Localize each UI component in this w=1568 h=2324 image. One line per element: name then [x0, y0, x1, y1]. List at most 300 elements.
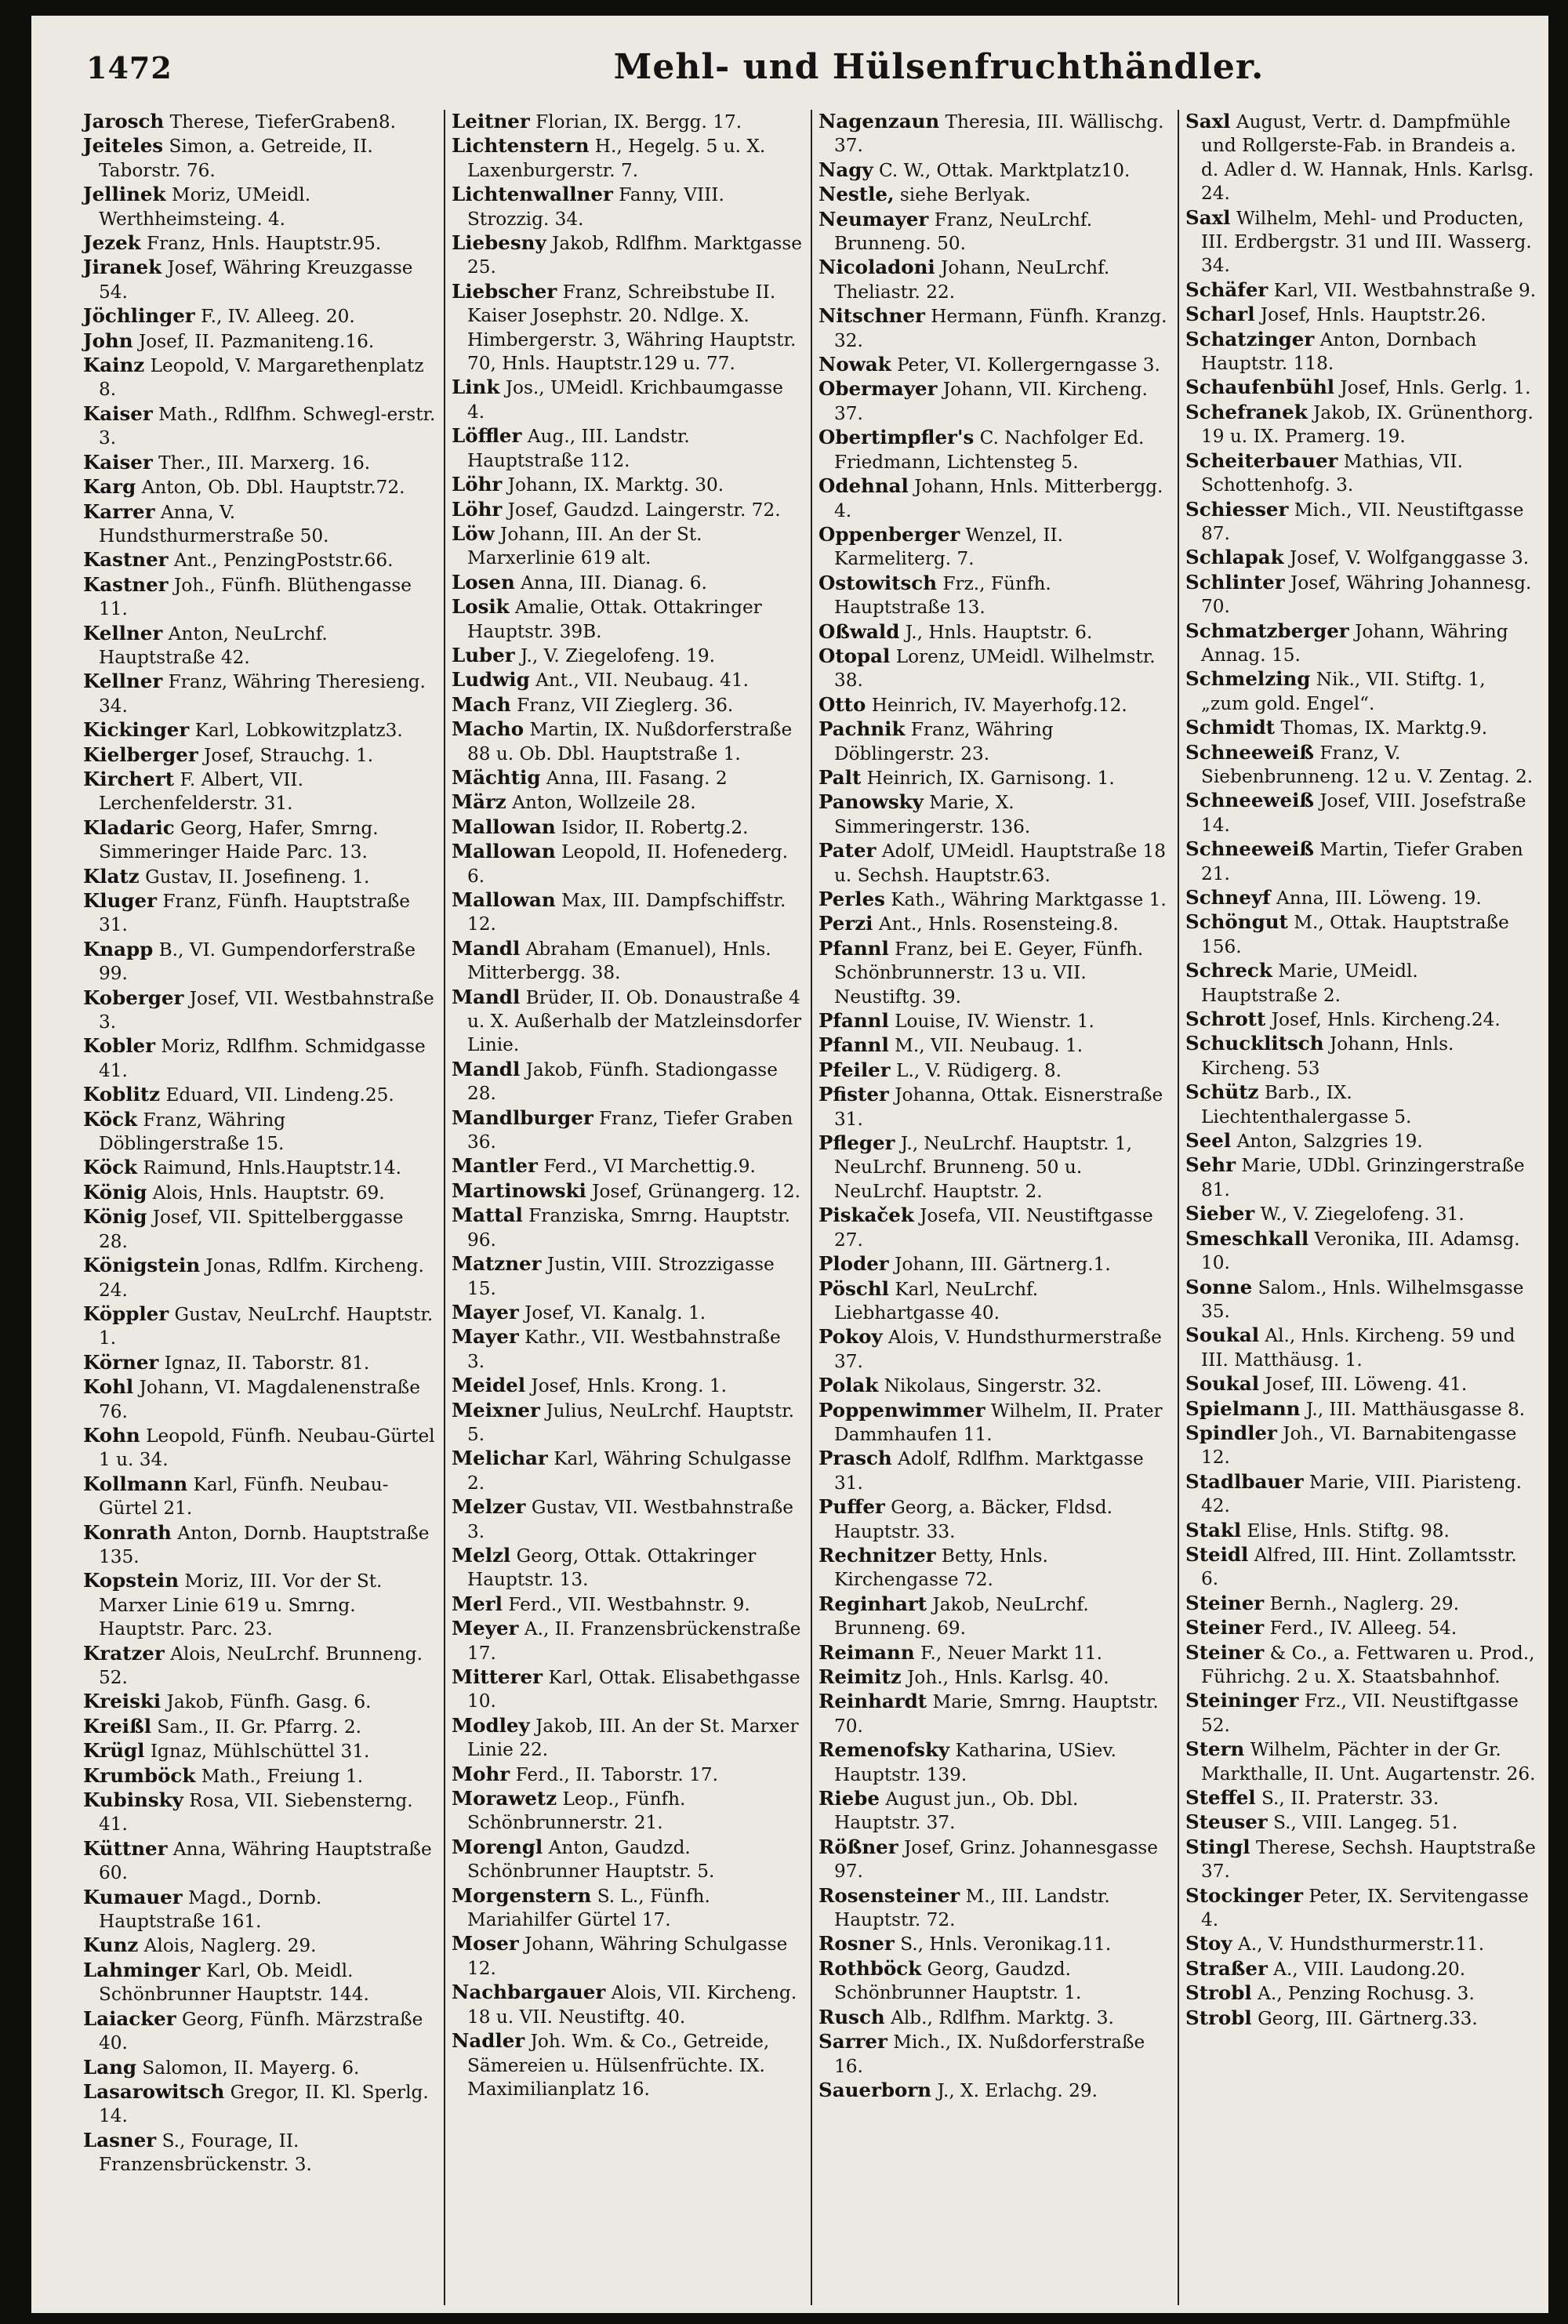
directory-entry [83, 500, 436, 549]
directory-entry [452, 2029, 803, 2101]
directory-entry [452, 1592, 803, 1617]
directory-entry [452, 1325, 803, 1374]
entry-name: Macho [452, 717, 524, 741]
entry-details: Moriz, III. Vor der St. Marxer Linie 619 u. Smrng. Hauptstr. Parc. 23. [99, 1571, 383, 1640]
entry-name: Perzi [818, 912, 873, 935]
entry-name: Mandlburger [452, 1106, 593, 1129]
directory-entry [1185, 546, 1537, 570]
directory-entry [1185, 328, 1537, 376]
entry-name: Pachnik [818, 717, 906, 741]
entry-details: Isidor, II. Robertg.2. [561, 816, 749, 838]
entry-name: Kickinger [83, 718, 190, 742]
entry-details: Anton, Dornbach Hauptstr. 118. [1201, 329, 1477, 375]
entry-details: J., Hnls. Hauptstr. 6. [905, 621, 1093, 643]
entry-name: Schreck [1185, 959, 1272, 982]
directory-entry [452, 1204, 803, 1252]
entry-name: Liebesny [452, 231, 546, 255]
entry-details: Anna, III. Löweng. 19. [1276, 888, 1482, 909]
directory-entry [818, 1592, 1170, 1641]
entry-name: Stakl [1185, 1518, 1242, 1541]
directory-entry [1185, 1397, 1537, 1422]
entry-name: Stoy [1185, 1932, 1232, 1955]
entry-name: Pokoy [818, 1325, 883, 1349]
directory-entry [452, 473, 803, 497]
entry-details: Jakob, Rdlfhm. Marktgasse 25. [467, 233, 802, 278]
entry-details: Simon, a. Getreide, II. Taborstr. 76. [99, 136, 373, 181]
entry-details: Leopold, V. Margarethenplatz 8. [99, 355, 424, 401]
entry-name: Löffler [452, 424, 522, 448]
entry-details: Ignaz, II. Taborstr. 81. [164, 1352, 370, 1374]
entry-name: Löhr [452, 473, 503, 496]
directory-entry [452, 1981, 803, 2029]
entry-name: Morawetz [452, 1787, 557, 1810]
entry-name: Pfannl [818, 1033, 889, 1057]
entry-details: Josef, Hnls. Kircheng.24. [1271, 1009, 1501, 1031]
entry-name: Mallowan [452, 888, 556, 911]
directory-entry [818, 1690, 1170, 1738]
directory-entry [452, 815, 803, 840]
entry-details: J., V. Ziegelofeng. 19. [521, 645, 715, 666]
entry-name: Mattal [452, 1204, 523, 1227]
directory-entry [83, 1083, 436, 1107]
entry-details: Josef, VII. Spittelberggasse 28. [99, 1207, 404, 1252]
directory-entry [818, 256, 1170, 304]
directory-entry [818, 1374, 1170, 1398]
entry-details: Leop., Fünfh. Schönbrunnerstr. 21. [467, 1788, 686, 1834]
entry-details: Louise, IV. Wienstr. 1. [895, 1011, 1094, 1033]
entry-name: Lasner [83, 2128, 157, 2152]
entry-name: Steininger [1185, 1689, 1299, 1712]
entry-details: Karl, VII. Westbahnstraße 9. [1273, 279, 1537, 301]
entry-name: Moser [452, 1932, 519, 1955]
entry-name: Nadler [452, 2029, 525, 2053]
entry-details: Marie, Smrng. Hauptstr. 70. [834, 1691, 1159, 1737]
entry-name: Strobl [1185, 1981, 1252, 2005]
entry-details: Anton, Salzgries 19. [1236, 1131, 1423, 1153]
entry-name: Strobl [1185, 2006, 1252, 2029]
directory-entry [83, 2056, 436, 2080]
directory-entry [818, 1204, 1170, 1252]
entry-details: Georg, a. Bäcker, Fldsd. Hauptstr. 33. [834, 1497, 1113, 1542]
entry-name: Löhr [452, 497, 503, 521]
entry-details: Salom., Hnls. Wilhelmsgasse 35. [1201, 1276, 1524, 1322]
entry-name: Matzner [452, 1252, 542, 1276]
directory-entry [818, 620, 1170, 645]
directory-entry [452, 1447, 803, 1495]
entry-details: Al., Hnls. Kircheng. 59 und III. Matthäusg. 1. [1201, 1325, 1515, 1371]
directory-entry [83, 231, 436, 256]
entry-details: Ignaz, Mühlschüttel 31. [150, 1741, 370, 1763]
directory-entry [83, 548, 436, 572]
entry-details: Martin, Tiefer Graben 21. [1201, 839, 1523, 884]
entry-details: Franz, V. Siebenbrunneng. 12 u. V. Zentag. 2. [1201, 742, 1534, 787]
entry-name: Kirchert [83, 767, 175, 790]
directory-entry [818, 693, 1170, 717]
directory-entry [452, 937, 803, 986]
entry-details: Magd., Dornb. Hauptstraße 161. [99, 1886, 322, 1933]
directory-entry [83, 816, 436, 865]
entry-details: Wilhelm, Pächter in der Gr. Markthalle, II. Unt. Augartenstr. 26. [1201, 1739, 1536, 1785]
directory-entry [452, 668, 803, 692]
directory-entry [818, 377, 1170, 426]
entry-details: Josef, VII. Westbahnstraße 3. [99, 987, 434, 1033]
entry-details: Josef, III. Löweng. 41. [1265, 1374, 1468, 1396]
directory-entry [452, 717, 803, 766]
directory-entry [83, 1156, 436, 1180]
entry-name: Jeiteles [83, 134, 164, 158]
directory-entry [1185, 449, 1537, 498]
directory-entry [1185, 789, 1537, 837]
page-number: 1472 [86, 50, 172, 85]
entry-name: Mantler [452, 1154, 538, 1178]
entry-details: Josef, Hnls. Hauptstr.26. [1260, 304, 1486, 326]
entry-details: M., VII. Neubaug. 1. [895, 1035, 1083, 1057]
entry-name: Steidl [1185, 1542, 1249, 1566]
entry-name: Kladaric [83, 815, 175, 839]
directory-entry [452, 766, 803, 790]
directory-entry [1185, 1543, 1537, 1592]
directory-entry [83, 938, 436, 986]
directory-entry [818, 717, 1170, 766]
entry-details: Marie, X. Simmeringerstr. 136. [834, 792, 1031, 837]
directory-entry [1185, 206, 1537, 278]
entry-details: Ther., III. Marxerg. 16. [158, 452, 371, 474]
entry-name: Krügl [83, 1739, 145, 1763]
entry-name: Liebscher [452, 279, 557, 303]
directory-entry [83, 1521, 436, 1570]
entry-name: Mandl [452, 936, 521, 960]
entry-details: Karl, NeuLrchf. Liebhartgasse 40. [834, 1278, 1039, 1324]
directory-entry [1185, 1884, 1537, 1933]
entry-name: Kreiski [83, 1690, 162, 1713]
directory-entry [452, 1544, 803, 1592]
entry-name: Nowak [818, 353, 891, 376]
directory-entry [818, 1399, 1170, 1447]
directory-entry [83, 451, 436, 475]
directory-entry [452, 986, 803, 1058]
directory-entry [1185, 667, 1537, 716]
entry-name: Schefranek [1185, 400, 1308, 423]
entry-details: Josef, Hnls. Gerlg. 1. [1340, 377, 1531, 399]
directory-entry [83, 573, 436, 622]
entry-details: Georg, Gaudzd. Schönbrunner Hauptstr. 1. [834, 1958, 1082, 2004]
directory-entry [83, 1788, 436, 1837]
entry-details: Anna, III. Dianag. 6. [521, 572, 707, 594]
entry-details: Karl, Ob. Meidl. Schönbrunner Hauptstr. 144. [99, 1959, 369, 2006]
directory-entry [1185, 1932, 1537, 1956]
entry-details: Jakob, Fünfh. Gasg. 6. [166, 1691, 372, 1713]
entry-details: Alois, Hnls. Hauptstr. 69. [152, 1182, 385, 1204]
directory-entry [818, 1884, 1170, 1933]
entry-details: Johanna, Ottak. Eisnerstraße 31. [834, 1084, 1163, 1130]
entry-details: Alois, NeuLrchf. Brunneng. 52. [99, 1643, 423, 1688]
entry-name: Koblitz [83, 1083, 161, 1106]
entry-name: Nagy [818, 158, 873, 181]
directory-entry [83, 1375, 436, 1424]
directory-entry [1185, 1616, 1537, 1640]
entry-name: Steffel [1185, 1786, 1256, 1810]
entry-details: Johann, VII. Kircheng. 37. [834, 379, 1148, 424]
directory-entry [1185, 1227, 1537, 1276]
entry-name: Sehr [1185, 1153, 1236, 1177]
entry-name: Löw [452, 521, 495, 545]
directory-entry [452, 183, 803, 231]
entry-name: Mandl [452, 1057, 521, 1080]
entry-details: Adolf, Rdlfhm. Marktgasse 31. [834, 1448, 1144, 1494]
entry-details: S., Hnls. Veronikag.11. [900, 1934, 1112, 1955]
entry-name: Sonne [1185, 1275, 1253, 1298]
entry-details: Florian, IX. Bergg. 17. [535, 111, 742, 133]
directory-entry [452, 1399, 803, 1447]
entry-name: Jarosch [83, 110, 165, 133]
directory-entry [818, 2079, 1170, 2103]
directory-entry [1185, 401, 1537, 449]
entry-name: Soukal [1185, 1324, 1260, 1347]
directory-entry [452, 1301, 803, 1325]
entry-details: Georg, Ottak. Ottakringer Hauptstr. 13. [467, 1545, 757, 1591]
directory-entry [452, 1932, 803, 1981]
directory-entry [452, 424, 803, 473]
entry-name: Kastner [83, 548, 169, 572]
entry-name: Rosensteiner [818, 1883, 960, 1907]
entry-details: Franz, Tiefer Graben 36. [467, 1107, 793, 1153]
entry-name: Scharl [1185, 303, 1255, 326]
entry-name: Melzl [452, 1543, 511, 1567]
entry-name: Smeschkall [1185, 1226, 1309, 1250]
entry-name: Kollmann [83, 1472, 188, 1495]
entry-name: Knapp [83, 937, 154, 960]
directory-entry [818, 790, 1170, 839]
entry-name: Leitner [452, 110, 530, 133]
entry-name: Kainz [83, 354, 145, 377]
entry-details: Josef, Hnls. Krong. 1. [531, 1375, 728, 1397]
entry-name: König [83, 1180, 147, 1204]
directory-entry [818, 1277, 1170, 1326]
directory-entry [452, 888, 803, 937]
entry-details: Aug., III. Landstr. Hauptstraße 112. [467, 426, 690, 471]
entry-details: Gustav, NeuLrchf. Hauptstr. 1. [99, 1303, 434, 1349]
entry-details: Kathr., VII. Westbahnstraße 3. [467, 1327, 781, 1372]
entry-name: Ostowitsch [818, 571, 938, 594]
directory-entry [1185, 1738, 1537, 1786]
directory-entry [1185, 2006, 1537, 2031]
entry-details: Lorenz, UMeidl. Wilhelmstr. 38. [834, 645, 1156, 692]
entry-name: Pfannl [818, 936, 889, 960]
entry-name: Kielberger [83, 743, 198, 766]
directory-entry [83, 2080, 436, 2129]
directory-entry [83, 1181, 436, 1205]
entry-details: Joh. Wm. & Co., Getreide, Sämereien u. Hülsenfrüchte. IX. Maximilianplatz 16. [467, 2031, 770, 2100]
entry-details: Ferd., IV. Alleeg. 54. [1269, 1618, 1457, 1640]
entry-name: Melichar [452, 1447, 548, 1470]
entry-details: Johann, Hnls. Mitterbergg. 4. [834, 476, 1163, 521]
entry-name: Schmatzberger [1185, 619, 1349, 642]
entry-name: Schneeweiß [1185, 837, 1315, 861]
entry-details: Alois, VII. Kircheng. 18 u. VII. Neustiftg. 40. [467, 1982, 797, 2028]
directory-entry [83, 1715, 436, 1739]
directory-entry [452, 1884, 803, 1933]
entry-name: Kumauer [83, 1885, 183, 1908]
directory-entry [452, 110, 803, 134]
entry-details: Georg, III. Gärtnerg.33. [1258, 2007, 1478, 2029]
directory-entry [83, 1642, 436, 1690]
entry-details: Heinrich, IV. Mayerhofg.12. [871, 694, 1127, 716]
directory-entry [1185, 1324, 1537, 1372]
entry-details: Salomon, II. Mayerg. 6. [142, 2057, 360, 2079]
entry-details: C. W., Ottak. Marktplatz10. [879, 159, 1131, 181]
entry-details: Johann, NeuLrchf. Theliastr. 22. [834, 257, 1110, 303]
entry-details: Marie, UDbl. Grinzingerstraße 81. [1201, 1155, 1525, 1200]
entry-details: Joh., Hnls. Karlsg. 40. [907, 1667, 1109, 1688]
directory-entry [1185, 1641, 1537, 1690]
entry-name: Odehnal [818, 474, 909, 498]
entry-details: Amalie, Ottak. Ottakringer Hauptstr. 39B. [467, 597, 762, 642]
entry-details: Georg, Fünfh. Märzstraße 40. [99, 2008, 423, 2054]
entry-name: Kellner [83, 670, 163, 693]
entry-details: Jos., UMeidl. Krichbaumgasse 4. [467, 377, 783, 423]
directory-entry [452, 1714, 803, 1763]
directory-entry [1185, 910, 1537, 959]
entry-details: Johann, VI. Magdalenenstraße 76. [99, 1377, 421, 1422]
entry-details: Josefa, VII. Neustiftgasse 27. [834, 1205, 1153, 1251]
directory-entry [83, 1886, 436, 1934]
entry-name: Königstein [83, 1254, 201, 1277]
entry-details: M., III. Landstr. Hauptstr. 72. [834, 1885, 1110, 1931]
entry-details: Kath., Währing Marktgasse 1. [891, 889, 1167, 910]
entry-name: Lahminger [83, 1958, 201, 1981]
entry-details: A., V. Hundsthurmerstr.11. [1237, 1934, 1485, 1955]
directory-entry [452, 790, 803, 815]
entry-name: Seel [1185, 1129, 1232, 1153]
entry-details: Anton, Wollzeile 28. [512, 792, 696, 814]
entry-details: Elise, Hnls. Stiftg. 98. [1247, 1520, 1450, 1541]
entry-details: Sam., II. Gr. Pfarrg. 2. [157, 1716, 361, 1738]
directory-entry [1185, 110, 1537, 206]
directory-entry [1185, 1519, 1537, 1543]
entry-details: Ferd., VII. Westbahnstr. 9. [508, 1593, 750, 1615]
entry-details: Moriz, Rdlfhm. Schmidgasse 41. [99, 1036, 426, 1081]
entry-name: Schöngut [1185, 910, 1288, 934]
directory-entry [452, 1495, 803, 1544]
column-3 [811, 110, 1178, 2305]
entry-name: Neumayer [818, 207, 929, 231]
directory-entry [83, 1424, 436, 1472]
entry-details: Leopold, Fünfh. Neubau-Gürtel 1 u. 34. [99, 1425, 435, 1471]
entry-details: Franz, Schreibstube II. Kaiser Josephstr. 20. Ndlge. X. Himbergerstr. 3, Währing Hauptstr. 70, Hnls. Hauptstr.129 u. 77. [467, 281, 797, 375]
directory-entry [818, 1252, 1170, 1276]
entry-name: Kluger [83, 889, 158, 912]
directory-entry [818, 1738, 1170, 1787]
directory-entry [1185, 1153, 1537, 1202]
entry-details: Joh., Fünfh. Blüthengasse 11. [99, 574, 412, 620]
entry-name: Melzer [452, 1495, 526, 1519]
entry-name: Ludwig [452, 668, 530, 692]
entry-details: Therese, Sechsh. Hauptstraße 37. [1201, 1836, 1536, 1883]
directory-entry [1185, 716, 1537, 740]
entry-name: Spielmann [1185, 1396, 1301, 1420]
entry-name: Saxl [1185, 205, 1231, 229]
entry-name: Lichtenwallner [452, 183, 613, 206]
entry-details: Josef, VI. Kanalg. 1. [524, 1302, 706, 1324]
entry-name: Köck [83, 1156, 137, 1179]
entry-details: Anton, Gaudzd. Schönbrunner Hauptstr. 5. [467, 1836, 715, 1883]
entry-name: Schlinter [1185, 570, 1285, 594]
entry-name: Mohr [452, 1762, 510, 1785]
entry-details: Marie, UMeidl. Hauptstraße 2. [1201, 960, 1418, 1006]
directory-page [31, 16, 1548, 2313]
directory-columns [77, 110, 1544, 2305]
entry-name: Kreißl [83, 1714, 152, 1738]
entry-details: August jun., Ob. Dbl. Hauptstr. 37. [834, 1788, 1079, 1834]
entry-name: Kohn [83, 1423, 140, 1447]
directory-entry [83, 2129, 436, 2177]
entry-details: Alois, Naglerg. 29. [143, 1935, 317, 1957]
entry-name: Karg [83, 475, 136, 499]
directory-entry [818, 1544, 1170, 1592]
directory-entry [452, 522, 803, 571]
entry-name: Schmelzing [1185, 667, 1311, 691]
directory-entry [83, 475, 436, 499]
entry-details: Franz, Währing Theresieng. 34. [99, 671, 426, 717]
directory-entry [818, 912, 1170, 936]
entry-name: Meyer [452, 1617, 519, 1640]
entry-details: Franz, bei E. Geyer, Fünfh. Schönbrunnerstr. 13 u. VII. Neustiftg. 39. [834, 938, 1144, 1008]
entry-details: Gustav, VII. Westbahnstraße 3. [467, 1497, 793, 1542]
directory-entry [83, 1959, 436, 2007]
directory-entry [83, 2007, 436, 2056]
entry-details: Johann, III. Gärtnerg.1. [895, 1254, 1111, 1276]
entry-details: Max, III. Dampfschiffstr. 12. [467, 890, 786, 935]
entry-name: Jezek [83, 231, 141, 255]
directory-entry [83, 329, 436, 354]
entry-details: Martin, IX. Nußdorferstraße 88 u. Ob. Dbl. Hauptstraße 1. [467, 719, 793, 764]
entry-details: Franz, Währing Döblingerstr. 23. [834, 719, 1054, 764]
directory-entry [452, 280, 803, 376]
directory-entry [818, 353, 1170, 377]
entry-details: Josef, V. Wolfganggasse 3. [1289, 547, 1530, 569]
entry-details: Anna, Währing Hauptstraße 60. [99, 1838, 432, 1884]
entry-name: Lichtenstern [452, 134, 590, 158]
directory-entry [1185, 376, 1537, 400]
entry-name: Nachbargauer [452, 1981, 606, 2004]
entry-details: Bernh., Naglerg. 29. [1269, 1592, 1460, 1614]
directory-entry [1185, 1422, 1537, 1470]
entry-name: Mayer [452, 1325, 519, 1349]
entry-details: Jakob, Fünfh. Stadiongasse 28. [467, 1059, 778, 1105]
entry-details: Mathias, VII. Schottenhofg. 3. [1201, 450, 1463, 496]
entry-name: Pfannl [818, 1009, 889, 1033]
entry-details: A., II. Franzensbrückenstraße 17. [467, 1618, 801, 1664]
entry-details: Josef, Strauchg. 1. [204, 744, 374, 766]
directory-entry [83, 1302, 436, 1351]
entry-details: C. Nachfolger Ed. Friedmann, Lichtensteg 5. [834, 427, 1145, 473]
directory-entry [818, 888, 1170, 912]
entry-details: Wilhelm, II. Prater Dammhaufen 11. [834, 1400, 1163, 1445]
directory-entry [1185, 1592, 1537, 1616]
directory-entry [452, 1374, 803, 1398]
entry-details: Peter, IX. Servitengasse 4. [1201, 1885, 1529, 1931]
directory-entry [452, 376, 803, 424]
entry-name: Palt [818, 765, 862, 789]
directory-entry [83, 304, 436, 329]
entry-name: Krumböck [83, 1763, 196, 1787]
entry-name: Meixner [452, 1398, 540, 1422]
entry-details: Jakob, NeuLrchf. Brunneng. 69. [834, 1593, 1089, 1640]
entry-name: Polak [818, 1374, 879, 1397]
entry-name: Luber [452, 643, 515, 666]
entry-name: Rosner [818, 1932, 895, 1955]
directory-entry [1185, 1786, 1537, 1810]
